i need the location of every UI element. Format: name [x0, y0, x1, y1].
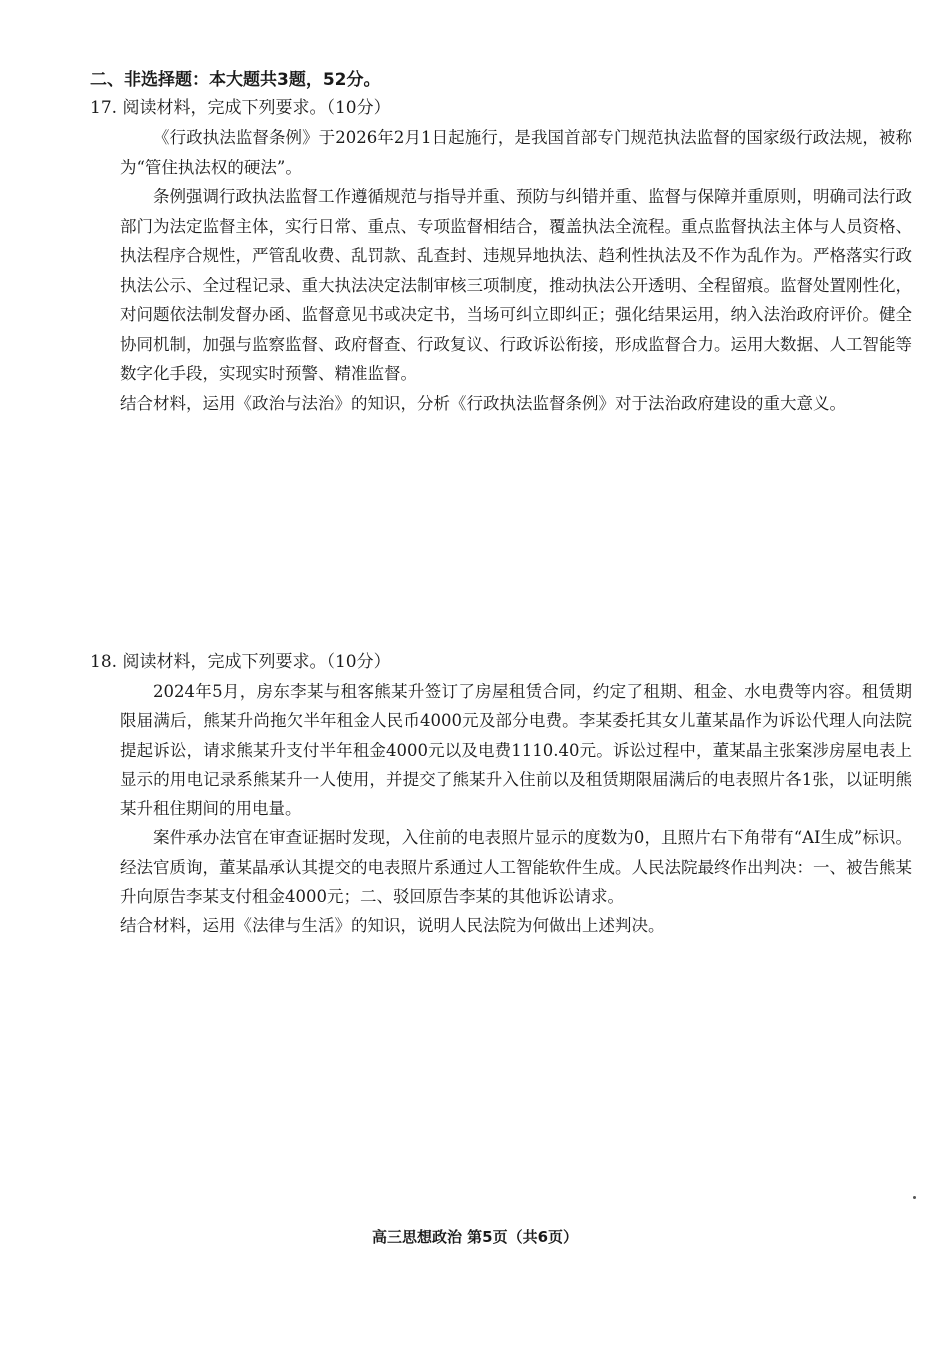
- question-18-material-2: 案件承办法官在审查证据时发现，入住前的电表照片显示的度数为0，且照片右下角带有“AI生成”标识。经法官质询，董某晶承认其提交的电表照片系通过人工智能软件生成。人民法院最终作出判决：一、被告熊某升向原告李某支付租金4000元；二、驳回原告李某的其他诉讼请求。: [120, 828, 912, 907]
- page-footer: 高三思想政治 第5页（共6页）: [371, 1228, 579, 1246]
- question-18-title: 18. 阅读材料，完成下列要求。（10分）: [90, 652, 391, 672]
- question-17-title: 17. 阅读材料，完成下列要求。（10分）: [90, 98, 391, 118]
- question-17-material-1: 《行政执法监督条例》于2026年2月1日起施行，是我国首部专门规范执法监督的国家级行政法规，被称为“管住执法权的硬法”。: [120, 128, 912, 177]
- question-17: [90, 94, 912, 418]
- scan-speck: [913, 1196, 916, 1199]
- question-17-material-2: 条例强调行政执法监督工作遵循规范与指导并重、预防与纠错并重、监督与保障并重原则，明确司法行政部门为法定监督主体，实行日常、重点、专项监督相结合，覆盖执法全流程。重点监督执法主体与人员资格、执法程序合规性，严管乱收费、乱罚款、乱查封、违规异地执法、趋利性执法及不作为乱作为。严格落实行政执法公示、全过程记录、重大执法决定法制审核三项制度，推动执法公开透明、全程留痕。监督处置刚性化，对问题依法制发督办函、监督意见书或决定书，当场可纠立即纠正；强化结果运用，纳入法治政府评价。健全协同机制，加强与监察监督、政府督查、行政复议、行政诉讼衔接，形成监督合力。运用大数据、人工智能等数字化手段，实现实时预警、精准监督。: [120, 187, 912, 383]
- question-17-task: 结合材料，运用《政治与法治》的知识，分析《行政执法监督条例》对于法治政府建设的重大意义。: [120, 393, 846, 413]
- question-18: [90, 648, 912, 941]
- section-heading: 二、非选择题：本大题共3题，52分。: [90, 70, 381, 90]
- question-18-material-1: 2024年5月，房东李某与租客熊某升签订了房屋租赁合同，约定了租期、租金、水电费等内容。租赁期限届满后，熊某升尚拖欠半年租金人民币4000元及部分电费。李某委托其女儿董某晶作为诉讼代理人向法院提起诉讼，请求熊某升支付半年租金4000元以及电费1110.40元。诉讼过程中，董某晶主张案涉房屋电表上显示的用电记录系熊某升一人使用，并提交了熊某升入住前以及租赁期限届满后的电表照片各1张，以证明熊某升租住期间的用电量。: [120, 682, 912, 819]
- question-18-task: 结合材料，运用《法律与生活》的知识，说明人民法院为何做出上述判决。: [120, 916, 665, 936]
- exam-page-body: [90, 66, 912, 936]
